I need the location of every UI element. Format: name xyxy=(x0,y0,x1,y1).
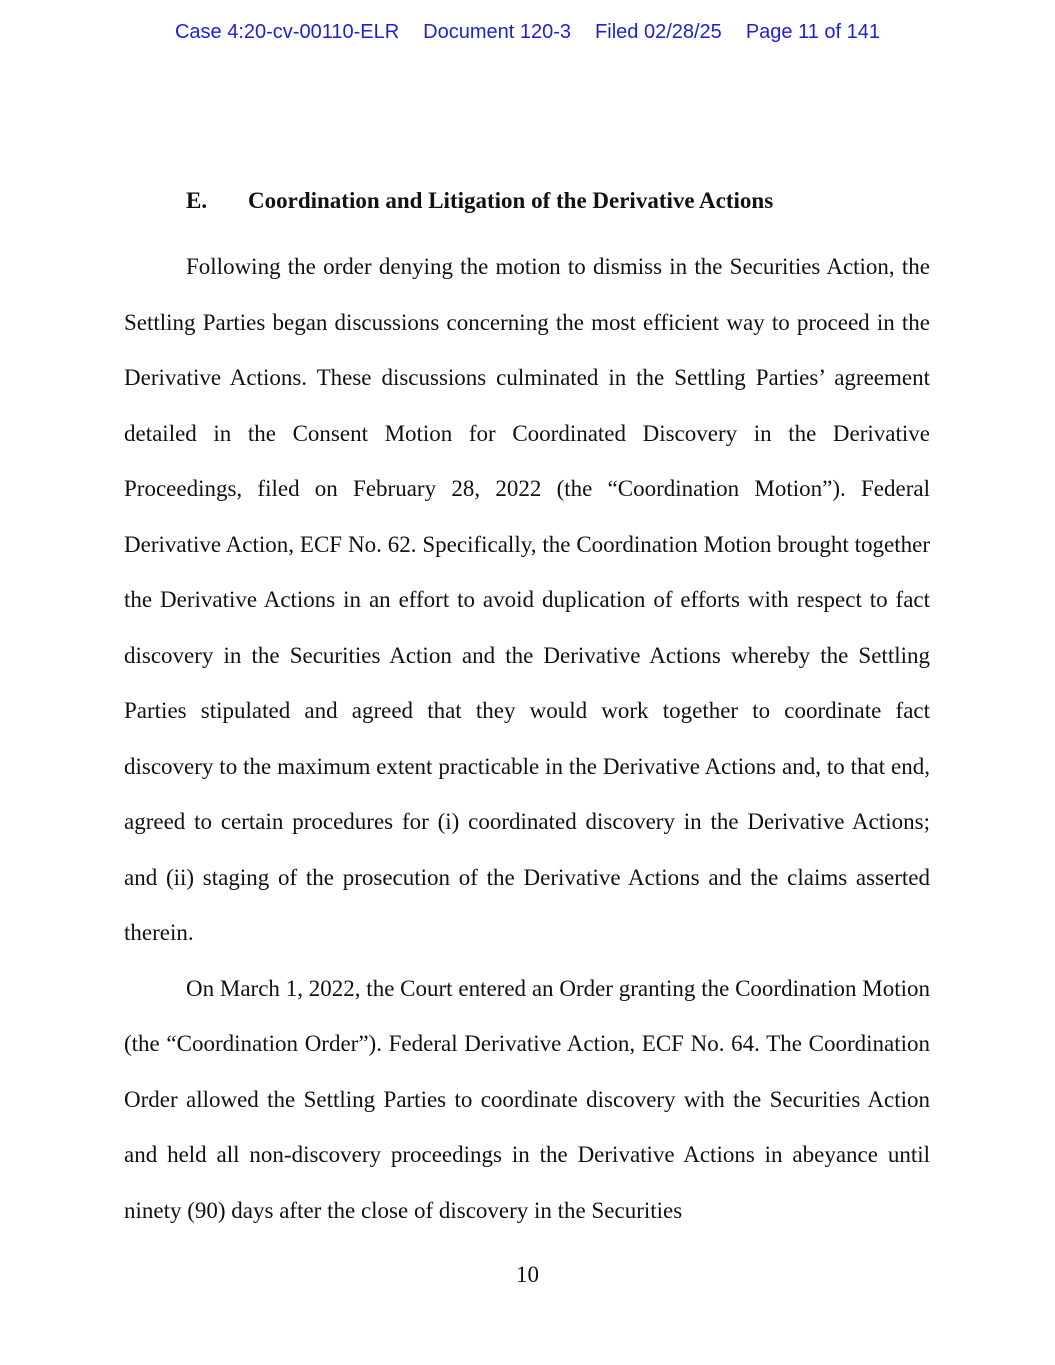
section-heading xyxy=(124,184,930,218)
section-title: Coordination and Litigation of the Derivative Actions xyxy=(248,188,774,213)
paragraph-coordination-motion: Following the order denying the motion to dismiss in the Securities Action, the Settling Parties began discussions concerning the most efficient way to proceed in the Derivative Actions. These discussions culminated in the Settling Parties’ agreement detailed in the Consent Motion for Coordinated Discovery in the Derivative Proceedings, filed on February 28, 2022 (the “Coordination Motion”). Federal Derivative Action, ECF No. 62. Specifically, the Coordination Motion brought together the Derivative Actions in an effort to avoid duplication of efforts with respect to fact discovery in the Securities Action and the Derivative Actions whereby the Settling Parties stipulated and agreed that they would work together to coordinate fact discovery to the maximum extent practicable in the Derivative Actions and, to that end, agreed to certain procedures for (i) coordinated discovery in the Derivative Actions; and (ii) staging of the prosecution of the Derivative Actions and the claims asserted therein. xyxy=(124,254,930,945)
filed-date: Filed 02/28/25 xyxy=(595,21,722,43)
section-letter: E. xyxy=(186,188,208,213)
filing-header xyxy=(0,19,1055,45)
document-body xyxy=(124,184,930,1238)
document-number: Document 120-3 xyxy=(423,21,572,43)
page-number: 10 xyxy=(516,1262,539,1287)
page-count: Page 11 of 141 xyxy=(745,21,881,43)
case-number: Case 4:20-cv-00110-ELR xyxy=(174,21,400,43)
paragraph-coordination-order: On March 1, 2022, the Court entered an Order granting the Coordination Motion (the “Coordination Order”). Federal Derivative Action, ECF No. 64. The Coordination Order allowed the Settling Parties to coordinate discovery with the Securities Action and held all non-discovery proceedings in the Derivative Actions in abeyance until ninety (90) days after the close of discovery in the Securities xyxy=(124,975,930,1223)
